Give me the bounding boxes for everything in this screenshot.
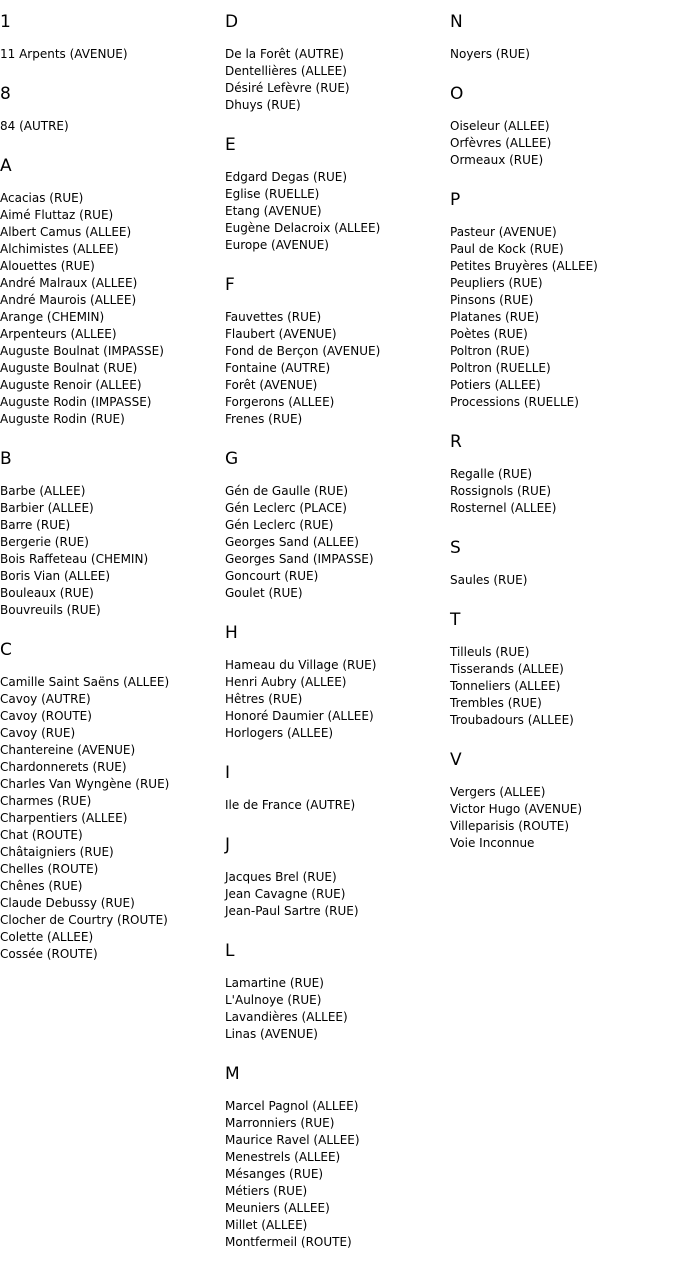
street-item: Saules (RUE) [450,573,528,587]
street-item: Cossée (ROUTE) [0,947,98,961]
street-item: Barbier (ALLEE) [0,501,94,515]
street-list [225,657,450,742]
street-item: Goulet (RUE) [225,586,303,600]
street-item: Métiers (RUE) [225,1184,308,1198]
street-item: Clocher de Courtry (ROUTE) [0,913,168,927]
street-item: Vergers (ALLEE) [450,785,546,799]
letter-section [450,430,675,517]
street-item: Trembles (RUE) [450,696,542,710]
index-column [450,10,675,871]
street-item: Jacques Brel (RUE) [225,870,337,884]
letter-heading: I [225,763,231,783]
street-item: Auguste Boulnat (RUE) [0,361,138,375]
street-item: Petites Bruyères (ALLEE) [450,259,598,273]
street-item: Forêt (AVENUE) [225,378,318,392]
street-item: Ile de France (AUTRE) [225,798,356,812]
street-list [450,46,675,63]
street-item: Hêtres (RUE) [225,692,303,706]
street-item: Eglise (RUELLE) [225,187,320,201]
letter-section [450,10,675,63]
street-item: Henri Aubry (ALLEE) [225,675,347,689]
letter-section [0,154,225,428]
letter-section [225,939,450,1043]
street-item: Honoré Daumier (ALLEE) [225,709,374,723]
street-item: Potiers (ALLEE) [450,378,541,392]
street-item: Jean Cavagne (RUE) [225,887,346,901]
street-item: Poètes (RUE) [450,327,528,341]
street-list [450,118,675,169]
street-item: Barre (RUE) [0,518,71,532]
street-item: Noyers (RUE) [450,47,530,61]
letter-heading: M [225,1064,240,1084]
street-item: Georges Sand (ALLEE) [225,535,359,549]
street-item: Gén Leclerc (RUE) [225,518,334,532]
letter-section [450,82,675,169]
street-item: Forgerons (ALLEE) [225,395,335,409]
street-item: Bouvreuils (RUE) [0,603,101,617]
street-item: Chênes (RUE) [0,879,83,893]
street-item: Europe (AVENUE) [225,238,329,252]
street-item: Marcel Pagnol (ALLEE) [225,1099,359,1113]
street-item: Platanes (RUE) [450,310,540,324]
letter-section [0,82,225,135]
street-item: Poltron (RUELLE) [450,361,551,375]
letter-heading: 8 [0,84,11,104]
street-list [0,190,225,428]
letter-heading: H [225,623,238,643]
street-list [225,869,450,920]
street-list [0,483,225,619]
street-item: Chardonnerets (RUE) [0,760,127,774]
street-item: Rossignols (RUE) [450,484,552,498]
street-item: Troubadours (ALLEE) [450,713,574,727]
street-list [225,1098,450,1251]
letter-heading: C [0,640,12,660]
street-item: Ormeaux (RUE) [450,153,544,167]
letter-heading: S [450,538,461,558]
letter-heading: A [0,156,12,176]
street-list [225,975,450,1043]
letter-heading: E [225,135,236,155]
street-item: Alouettes (RUE) [0,259,95,273]
street-list [225,797,450,814]
letter-section [225,447,450,602]
street-item: Bois Raffeteau (CHEMIN) [0,552,149,566]
street-item: Acacias (RUE) [0,191,84,205]
street-item: Pasteur (AVENUE) [450,225,557,239]
letter-heading: N [450,12,463,32]
letter-section [225,133,450,254]
street-item: Tilleuls (RUE) [450,645,530,659]
street-list [225,483,450,602]
letter-heading: R [450,432,462,452]
letter-section [0,638,225,963]
street-item: Lavandières (ALLEE) [225,1010,348,1024]
letter-heading: O [450,84,464,104]
street-item: Frenes (RUE) [225,412,303,426]
street-item: De la Forêt (AUTRE) [225,47,344,61]
street-item: Désiré Lefèvre (RUE) [225,81,350,95]
street-list [225,46,450,114]
street-item: Montfermeil (ROUTE) [225,1235,352,1249]
street-item: L'Aulnoye (RUE) [225,993,322,1007]
street-item: Horlogers (ALLEE) [225,726,334,740]
letter-section [0,447,225,619]
street-item: Arpenteurs (ALLEE) [0,327,117,341]
letter-section [225,761,450,814]
street-list [0,46,225,63]
street-item: Hameau du Village (RUE) [225,658,377,672]
street-item: Arange (CHEMIN) [0,310,105,324]
street-item: André Malraux (ALLEE) [0,276,138,290]
letter-heading: 1 [0,12,11,32]
street-item: Bergerie (RUE) [0,535,89,549]
street-list [450,644,675,729]
letter-heading: B [0,449,12,469]
street-item: Oiseleur (ALLEE) [450,119,550,133]
street-item: Colette (ALLEE) [0,930,94,944]
letter-section [450,608,675,729]
street-list [225,309,450,428]
letter-heading: P [450,190,461,210]
street-item: Chelles (ROUTE) [0,862,99,876]
street-item: Claude Debussy (RUE) [0,896,135,910]
street-item: Auguste Boulnat (IMPASSE) [0,344,164,358]
street-list [450,784,675,852]
street-item: Edgard Degas (RUE) [225,170,348,184]
street-item: Jean-Paul Sartre (RUE) [225,904,359,918]
street-list [0,118,225,135]
street-item: Barbe (ALLEE) [0,484,86,498]
street-item: Dhuys (RUE) [225,98,301,112]
letter-heading: D [225,12,239,32]
index-column [225,10,450,1270]
street-item: Poltron (RUE) [450,344,530,358]
street-item: Chantereine (AVENUE) [0,743,136,757]
street-item: Gén Leclerc (PLACE) [225,501,347,515]
street-item: André Maurois (ALLEE) [0,293,137,307]
street-item: Eugène Delacroix (ALLEE) [225,221,381,235]
street-item: Mésanges (RUE) [225,1167,324,1181]
street-item: Auguste Rodin (RUE) [0,412,125,426]
street-item: Marronniers (RUE) [225,1116,335,1130]
street-item: Camille Saint Saëns (ALLEE) [0,675,170,689]
street-item: Voie Inconnue [450,836,535,850]
letter-heading: T [450,610,461,630]
street-item: Aimé Fluttaz (RUE) [0,208,114,222]
street-item: 84 (AUTRE) [0,119,69,133]
street-item: Etang (AVENUE) [225,204,322,218]
street-item: Flaubert (AVENUE) [225,327,337,341]
street-item: Orfèvres (ALLEE) [450,136,552,150]
street-list [450,572,675,589]
street-item: Tisserands (ALLEE) [450,662,564,676]
street-item: Goncourt (RUE) [225,569,319,583]
street-item: Tonneliers (ALLEE) [450,679,561,693]
letter-section [225,833,450,920]
street-list [450,224,675,411]
index-column [0,10,225,982]
street-item: Charles Van Wyngène (RUE) [0,777,170,791]
letter-section [0,10,225,63]
street-item: Chat (ROUTE) [0,828,83,842]
street-item: Rosternel (ALLEE) [450,501,557,515]
street-item: Linas (AVENUE) [225,1027,318,1041]
letter-section [450,188,675,411]
street-item: Millet (ALLEE) [225,1218,308,1232]
street-item: Menestrels (ALLEE) [225,1150,341,1164]
street-item: Lamartine (RUE) [225,976,324,990]
street-item: Châtaigniers (RUE) [0,845,114,859]
street-item: Georges Sand (IMPASSE) [225,552,374,566]
letter-heading: G [225,449,239,469]
letter-section [225,10,450,114]
letter-section [225,273,450,428]
street-item: Dentellières (ALLEE) [225,64,347,78]
street-item: Fond de Berçon (AVENUE) [225,344,381,358]
street-item: 11 Arpents (AVENUE) [0,47,128,61]
letter-section [225,621,450,742]
street-item: Victor Hugo (AVENUE) [450,802,583,816]
letter-section [450,536,675,589]
street-item: Gén de Gaulle (RUE) [225,484,349,498]
street-item: Charpentiers (ALLEE) [0,811,128,825]
letter-section [225,1062,450,1251]
street-item: Peupliers (RUE) [450,276,543,290]
street-item: Meuniers (ALLEE) [225,1201,330,1215]
street-item: Fontaine (AUTRE) [225,361,331,375]
letter-section [450,748,675,852]
letter-heading: V [450,750,462,770]
letter-heading: F [225,275,235,295]
street-item: Bouleaux (RUE) [0,586,94,600]
street-item: Fauvettes (RUE) [225,310,322,324]
street-item: Auguste Renoir (ALLEE) [0,378,142,392]
street-item: Charmes (RUE) [0,794,92,808]
street-item: Maurice Ravel (ALLEE) [225,1133,360,1147]
letter-heading: L [225,941,235,961]
street-list [225,169,450,254]
street-item: Paul de Kock (RUE) [450,242,564,256]
street-list [0,674,225,963]
street-item: Cavoy (AUTRE) [0,692,91,706]
street-item: Processions (RUELLE) [450,395,579,409]
street-item: Albert Camus (ALLEE) [0,225,132,239]
street-item: Alchimistes (ALLEE) [0,242,119,256]
street-item: Pinsons (RUE) [450,293,534,307]
street-item: Cavoy (RUE) [0,726,76,740]
street-item: Cavoy (ROUTE) [0,709,92,723]
street-item: Regalle (RUE) [450,467,533,481]
street-item: Auguste Rodin (IMPASSE) [0,395,152,409]
street-item: Villeparisis (ROUTE) [450,819,570,833]
street-item: Boris Vian (ALLEE) [0,569,111,583]
street-list [450,466,675,517]
letter-heading: J [225,835,231,855]
